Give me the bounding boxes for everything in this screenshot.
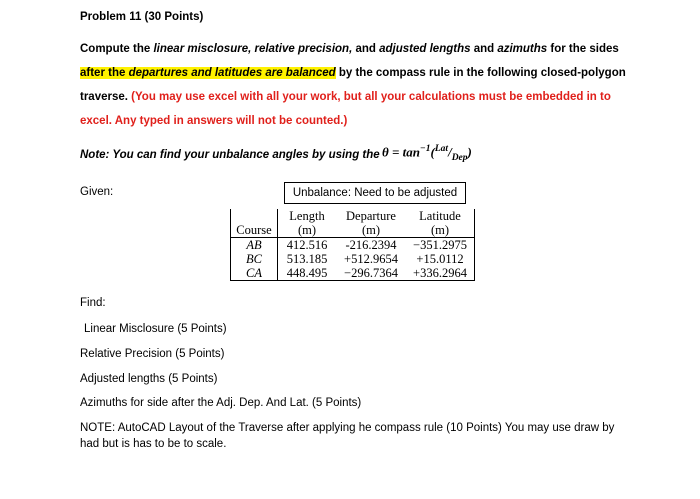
formula-paren: ) [467, 144, 472, 160]
highlight-after: after the [80, 67, 129, 79]
header-latitude: Latitude [419, 209, 461, 223]
prompt-line-3 [80, 90, 611, 104]
cell-latitude: +336.2964 [413, 266, 467, 280]
prompt-text: and [470, 43, 498, 55]
given-label: Given: [80, 186, 114, 198]
cell-length: 513.185 [286, 252, 328, 266]
cell-course: AB [231, 238, 278, 253]
note-unbalance-angles: Note: You can find your unbalance angles by using the [80, 149, 380, 161]
table-row [231, 266, 474, 280]
prompt-text: by the compass rule in the following closed-polygon [335, 67, 626, 79]
header-course [231, 209, 278, 223]
prompt-emph-misclosure: linear misclosure, relative precision, [153, 43, 353, 55]
traverse-table [230, 209, 475, 281]
find-item-azimuths: Azimuths for side after the Adj. Dep. And Lat. (5 Points) [80, 397, 362, 409]
cell-length: 448.495 [286, 266, 328, 280]
header-departure-unit: (m) [361, 223, 381, 237]
unbalance-box: Unbalance: Need to be adjusted [284, 182, 466, 204]
header-length-unit: (m) [297, 223, 317, 237]
cell-departure: +512.9654 [344, 252, 398, 266]
cell-course: CA [231, 266, 278, 280]
table-header-row [231, 223, 474, 238]
cell-departure: -216.2394 [345, 238, 397, 252]
formula-paren: ( [430, 144, 435, 160]
cell-departure: −296.7364 [344, 266, 398, 280]
prompt-line-2 [80, 66, 626, 80]
prompt-text: for the sides [547, 43, 619, 55]
excel-instruction-red-2: excel. Any typed in answers will not be counted.) [80, 115, 348, 127]
prompt-line-1 [80, 42, 619, 56]
prompt-emph-lengths: adjusted lengths [379, 43, 471, 55]
theta-formula [382, 144, 472, 163]
formula-theta: θ = tan [382, 144, 420, 160]
problem-title: Problem 11 (30 Points) [80, 11, 204, 23]
cell-course: BC [231, 252, 278, 266]
cell-latitude: +15.0112 [416, 252, 464, 266]
header-length: Length [289, 209, 325, 223]
traverse-table-grid [231, 209, 474, 280]
cell-latitude: −351.2975 [413, 238, 467, 252]
header-latitude-unit: (m) [430, 223, 450, 237]
formula-slash: / [448, 144, 452, 160]
autocad-note-line-2: had but is has to be to scale. [80, 438, 227, 450]
prompt-text: Compute the [80, 43, 154, 55]
excel-instruction-red: (You may use excel with all your work, but all your calculations must be embedded in to [131, 91, 611, 103]
table-header-row [231, 209, 474, 223]
find-item-precision: Relative Precision (5 Points) [80, 348, 225, 360]
header-departure: Departure [346, 209, 396, 223]
find-item-misclosure: Linear Misclosure (5 Points) [84, 323, 227, 335]
prompt-text: and [352, 43, 380, 55]
table-row [231, 252, 474, 266]
formula-exponent: −1 [420, 144, 431, 154]
cell-length: 412.516 [286, 238, 328, 252]
find-item-lengths: Adjusted lengths (5 Points) [80, 373, 218, 385]
find-label: Find: [80, 297, 106, 309]
formula-lat: Lat [434, 144, 449, 154]
prompt-emph-azimuths: azimuths [497, 43, 548, 55]
prompt-text: traverse. [80, 91, 132, 103]
formula-dep: Dep [451, 152, 468, 163]
highlight-balanced: departures and latitudes are balanced [128, 67, 336, 79]
autocad-note-line-1: NOTE: AutoCAD Layout of the Traverse after applying he compass rule (10 Points) You may use draw by [80, 422, 615, 434]
header-course: Course [231, 223, 278, 238]
table-row [231, 238, 474, 253]
